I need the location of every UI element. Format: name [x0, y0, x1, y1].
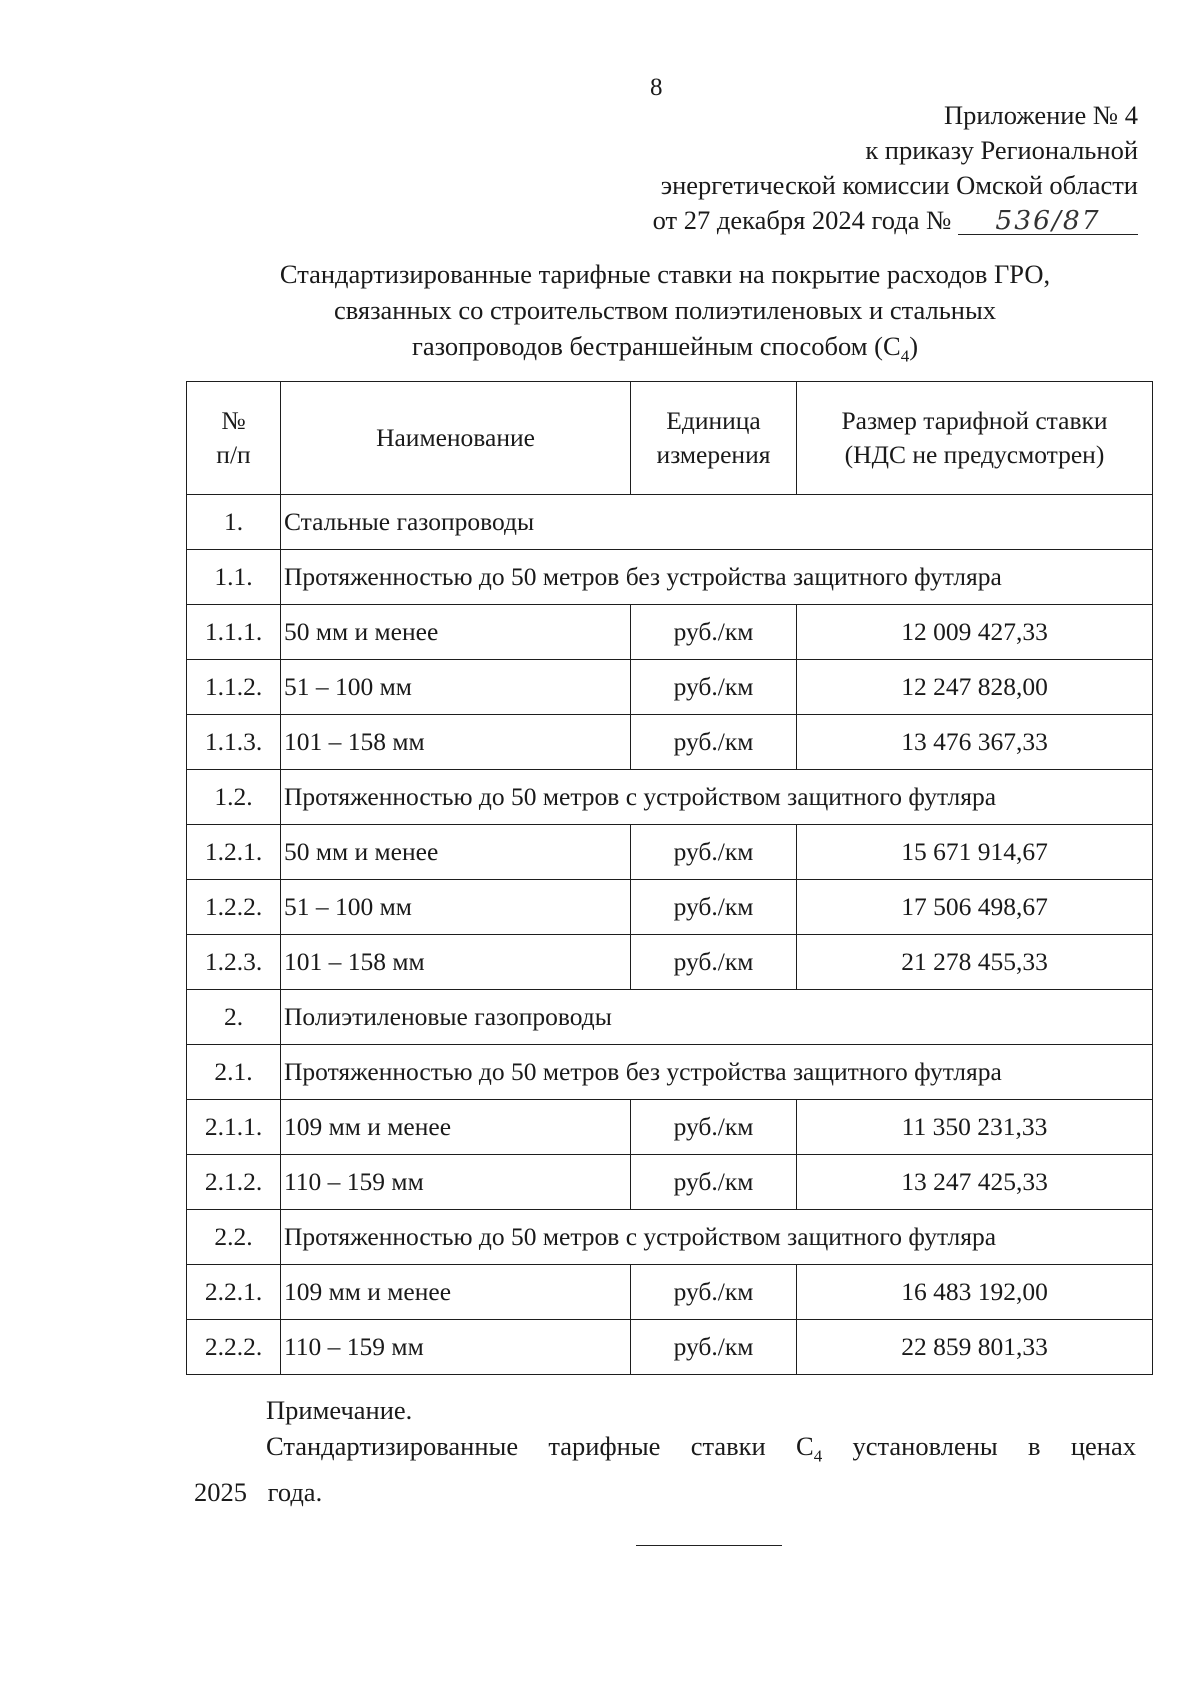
row-number: 1.2.1. — [187, 825, 281, 880]
order-date: от 27 декабря 2024 года № — [652, 205, 952, 235]
table-row — [187, 825, 1153, 880]
row-number: 1.1.1. — [187, 605, 281, 660]
row-name: Протяженностью до 50 метров без устройства защитного футляра — [281, 1045, 1153, 1100]
appendix-header — [578, 98, 1138, 238]
row-unit: руб./км — [631, 1100, 797, 1155]
row-name: 109 мм и менее — [281, 1100, 631, 1155]
table-row — [187, 1100, 1153, 1155]
row-value: 17 506 498,67 — [797, 880, 1153, 935]
title-line-1: Стандартизированные тарифные ставки на покрытие расходов ГРО, — [279, 259, 1051, 289]
table-row — [187, 880, 1153, 935]
row-name: 51 – 100 мм — [281, 660, 631, 715]
row-unit: руб./км — [631, 1320, 797, 1375]
row-name: 101 – 158 мм — [281, 935, 631, 990]
row-value: 16 483 192,00 — [797, 1265, 1153, 1320]
row-value: 13 247 425,33 — [797, 1155, 1153, 1210]
row-unit: руб./км — [631, 935, 797, 990]
row-name: 110 – 159 мм — [281, 1155, 631, 1210]
row-number: 2.2.1. — [187, 1265, 281, 1320]
page-number: 8 — [650, 74, 663, 101]
subsection-row — [187, 550, 1153, 605]
appendix-line-1: Приложение № 4 — [943, 100, 1138, 130]
row-number: 2. — [187, 990, 281, 1045]
subsection-row — [187, 1045, 1153, 1100]
row-number: 1.1.2. — [187, 660, 281, 715]
row-name: Протяженностью до 50 метров с устройством защитного футляра — [281, 770, 1153, 825]
title-line-3-end: ) — [909, 331, 919, 361]
table-row — [187, 715, 1153, 770]
row-name: Полиэтиленовые газопроводы — [281, 990, 1153, 1045]
order-number-handwritten: 536/87 — [958, 208, 1138, 235]
row-value: 21 278 455,33 — [797, 935, 1153, 990]
table-body — [187, 495, 1153, 1375]
row-unit: руб./км — [631, 660, 797, 715]
row-value: 11 350 231,33 — [797, 1100, 1153, 1155]
row-number: 2.1. — [187, 1045, 281, 1100]
title-subscript: 4 — [900, 346, 910, 366]
header-name: Наименование — [281, 382, 631, 495]
appendix-line-3: энергетической комиссии Омской области — [660, 170, 1138, 200]
row-name: 109 мм и менее — [281, 1265, 631, 1320]
title-line-2: связанных со строительством полиэтиленовых и стальных — [333, 295, 997, 325]
title-line-3 — [190, 328, 1140, 374]
section-row — [187, 495, 1153, 550]
row-name: Протяженностью до 50 метров с устройством защитного футляра — [281, 1210, 1153, 1265]
row-number: 1.2. — [187, 770, 281, 825]
row-unit: руб./км — [631, 1265, 797, 1320]
table-row — [187, 1265, 1153, 1320]
row-number: 1.2.3. — [187, 935, 281, 990]
row-number: 2.1.2. — [187, 1155, 281, 1210]
row-number: 1.2.2. — [187, 880, 281, 935]
header-unit: Единица измерения — [631, 382, 797, 495]
row-value: 12 009 427,33 — [797, 605, 1153, 660]
note-title: Примечание. — [266, 1395, 413, 1425]
row-number: 2.1.1. — [187, 1100, 281, 1155]
row-unit: руб./км — [631, 825, 797, 880]
header-rate: Размер тарифной ставки (НДС не предусмотрен) — [797, 382, 1153, 495]
row-value: 22 859 801,33 — [797, 1320, 1153, 1375]
row-value: 12 247 828,00 — [797, 660, 1153, 715]
row-name: 110 – 159 мм — [281, 1320, 631, 1375]
row-name: 51 – 100 мм — [281, 880, 631, 935]
document-title — [190, 256, 1140, 374]
subsection-row — [187, 770, 1153, 825]
title-line-3-text: газопроводов бестраншейным способом (С — [411, 331, 901, 361]
row-unit: руб./км — [631, 880, 797, 935]
note-text: Стандартизированные тарифные ставки $С_4$ установлены в ценах 2025 года. — [194, 1431, 1136, 1508]
header-number: № п/п — [187, 382, 281, 495]
row-unit: руб./км — [631, 715, 797, 770]
subsection-row — [187, 1210, 1153, 1265]
row-number: 2.2.2. — [187, 1320, 281, 1375]
table-row — [187, 1155, 1153, 1210]
row-number: 2.2. — [187, 1210, 281, 1265]
section-row — [187, 990, 1153, 1045]
row-name: 50 мм и менее — [281, 825, 631, 880]
row-unit: руб./км — [631, 605, 797, 660]
note-block — [194, 1392, 1136, 1510]
table-header-row — [187, 382, 1153, 495]
note-subscript: 4 — [813, 1446, 823, 1466]
row-name: 101 – 158 мм — [281, 715, 631, 770]
row-number: 1.1. — [187, 550, 281, 605]
row-value: 15 671 914,67 — [797, 825, 1153, 880]
appendix-line-2: к приказу Региональной — [865, 135, 1138, 165]
row-unit: руб./км — [631, 1155, 797, 1210]
appendix-line-4 — [578, 203, 1138, 238]
table-row — [187, 605, 1153, 660]
table-row — [187, 660, 1153, 715]
row-value: 13 476 367,33 — [797, 715, 1153, 770]
row-number: 1.1.3. — [187, 715, 281, 770]
table-row — [187, 935, 1153, 990]
tariff-table — [186, 381, 1153, 1375]
row-name: Стальные газопроводы — [281, 495, 1153, 550]
end-divider — [636, 1545, 782, 1546]
row-name: 50 мм и менее — [281, 605, 631, 660]
row-number: 1. — [187, 495, 281, 550]
row-name: Протяженностью до 50 метров без устройства защитного футляра — [281, 550, 1153, 605]
table-row — [187, 1320, 1153, 1375]
